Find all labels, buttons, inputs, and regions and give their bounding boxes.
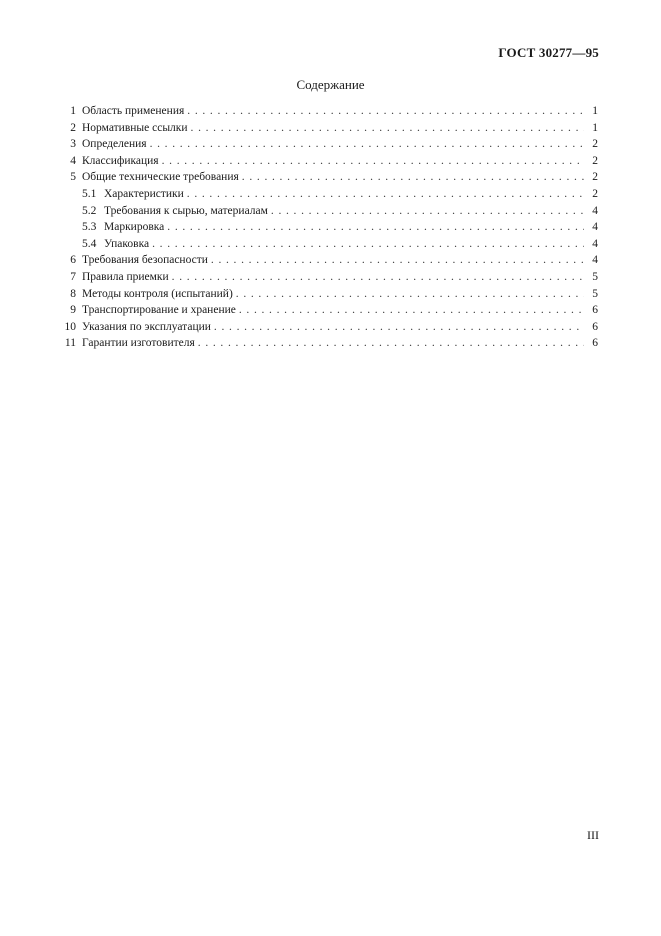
toc-leader-dots bbox=[239, 302, 584, 319]
toc-subentry-label: Маркировка bbox=[104, 221, 165, 234]
toc-entry-page: 2 bbox=[592, 187, 598, 200]
toc-entry-number: 2 bbox=[70, 121, 76, 134]
toc-subentry-label: Упаковка bbox=[104, 237, 150, 250]
toc-leader-dots bbox=[236, 286, 584, 303]
toc-entry-page: 5 bbox=[592, 270, 598, 283]
toc-entry-page: 2 bbox=[592, 171, 598, 184]
toc-subentry[interactable] bbox=[62, 236, 598, 253]
toc-entry-page: 6 bbox=[592, 337, 598, 350]
toc-entry[interactable] bbox=[62, 120, 598, 137]
toc-subentry[interactable] bbox=[62, 186, 598, 203]
toc-entry-page: 4 bbox=[592, 204, 598, 217]
toc-entry-label: Определения bbox=[82, 138, 147, 151]
document-code: ГОСТ 30277—95 bbox=[498, 45, 599, 60]
toc-entry-page: 1 bbox=[592, 121, 598, 134]
toc-subentry-number: 5.2 bbox=[82, 204, 97, 217]
toc-leader-dots bbox=[211, 252, 584, 269]
toc-entry-page: 4 bbox=[592, 237, 598, 250]
toc-entry[interactable] bbox=[62, 319, 598, 336]
toc-entry-number: 4 bbox=[70, 154, 76, 167]
toc-leader-dots bbox=[271, 203, 584, 220]
page-number: III bbox=[587, 828, 599, 842]
toc-entry-number: 1 bbox=[70, 105, 76, 117]
toc-entry-number: 5 bbox=[70, 171, 76, 184]
toc-entry-label: Указания по эксплуатации bbox=[82, 320, 211, 333]
toc-entry-page: 6 bbox=[592, 320, 598, 333]
toc-entry-page: 6 bbox=[592, 304, 598, 317]
toc-entry[interactable] bbox=[62, 252, 598, 269]
toc-entry-label: Методы контроля (испытаний) bbox=[82, 287, 233, 300]
toc-entry[interactable] bbox=[62, 302, 598, 319]
toc-subentry-number: 5.1 bbox=[82, 187, 97, 200]
toc-leader-dots bbox=[167, 219, 584, 236]
toc-entry-page: 2 bbox=[592, 154, 598, 167]
toc-entry[interactable] bbox=[62, 103, 598, 120]
toc-subentry[interactable] bbox=[62, 219, 598, 236]
toc-entry-number: 7 bbox=[70, 270, 76, 283]
table-of-contents bbox=[62, 103, 598, 352]
toc-subentry-number: 5.3 bbox=[82, 221, 97, 234]
toc-entry-label: Область применения bbox=[82, 105, 185, 117]
toc-leader-dots bbox=[242, 169, 584, 186]
toc-entry-label: Классификация bbox=[82, 154, 159, 167]
toc-entry-label: Требования безопасности bbox=[82, 254, 208, 267]
toc-entry-number: 8 bbox=[70, 287, 76, 300]
toc-entry-number: 10 bbox=[64, 320, 76, 333]
toc-subentry[interactable] bbox=[62, 203, 598, 220]
toc-entry-number: 6 bbox=[70, 254, 76, 267]
toc-entry-number: 3 bbox=[70, 138, 76, 151]
toc-entry[interactable] bbox=[62, 269, 598, 286]
toc-entry-label: Нормативные ссылки bbox=[82, 121, 188, 134]
toc-entry-number: 9 bbox=[70, 304, 76, 317]
toc-entry-page: 1 bbox=[592, 105, 598, 117]
toc-subentry-label: Требования к сырью, материалам bbox=[104, 204, 268, 217]
toc-entry-label: Правила приемки bbox=[82, 270, 169, 283]
toc-entry[interactable] bbox=[62, 335, 598, 352]
toc-leader-dots bbox=[152, 236, 584, 253]
toc-entry[interactable] bbox=[62, 136, 598, 153]
toc-entry-page: 4 bbox=[592, 221, 598, 234]
toc-leader-dots bbox=[187, 186, 584, 203]
toc-entry-label: Транспортирование и хранение bbox=[82, 304, 236, 317]
toc-title: Содержание bbox=[296, 77, 365, 92]
toc-entry-number: 11 bbox=[64, 337, 76, 350]
toc-entry[interactable] bbox=[62, 286, 598, 303]
toc-entry[interactable] bbox=[62, 153, 598, 170]
toc-subentry-number: 5.4 bbox=[82, 237, 97, 250]
toc-leader-dots bbox=[198, 335, 584, 352]
toc-leader-dots bbox=[191, 120, 584, 137]
toc-entry-label: Общие технические требования bbox=[82, 171, 239, 184]
toc-entry-page: 5 bbox=[592, 287, 598, 300]
toc-leader-dots bbox=[172, 269, 584, 286]
toc-entry[interactable] bbox=[62, 169, 598, 186]
toc-leader-dots bbox=[214, 319, 584, 336]
toc-entry-page: 4 bbox=[592, 254, 598, 267]
toc-entry-label: Гарантии изготовителя bbox=[82, 337, 195, 350]
toc-leader-dots bbox=[187, 103, 584, 120]
toc-entry-page: 2 bbox=[592, 138, 598, 151]
toc-leader-dots bbox=[162, 153, 584, 170]
toc-subentry-label: Характеристики bbox=[104, 187, 184, 200]
toc-leader-dots bbox=[150, 136, 584, 153]
